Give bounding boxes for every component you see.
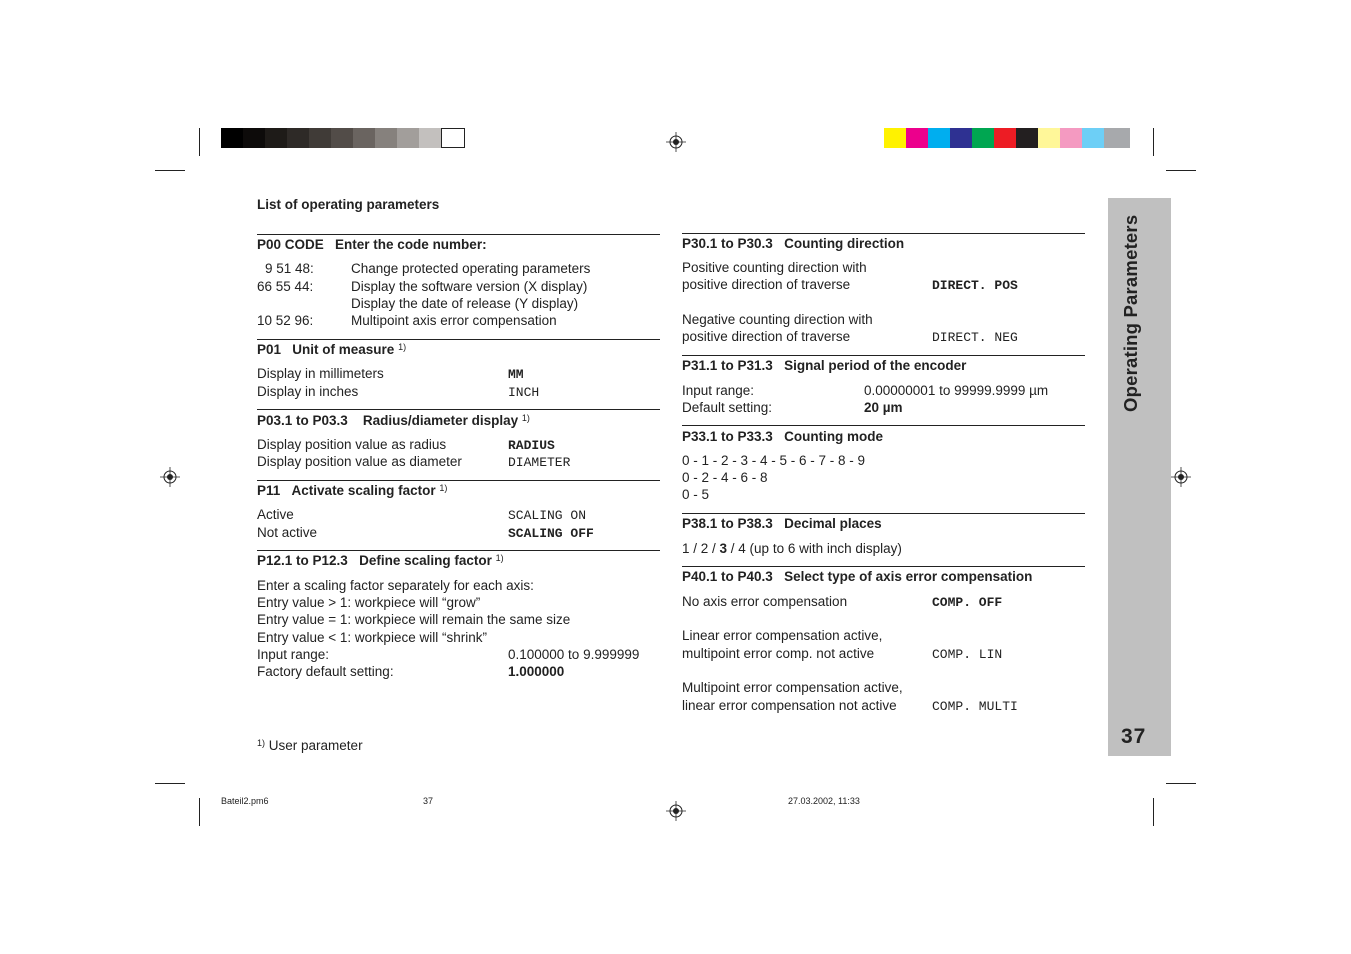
- p40-line: Linear error compensation active,: [682, 628, 883, 643]
- footnote-text: User parameter: [268, 738, 363, 753]
- p01-code: P01: [257, 342, 282, 357]
- color-swatch-3: [950, 128, 972, 148]
- color-swatch-2: [928, 128, 950, 148]
- p38-post: / 4 (up to 6 with inch display): [727, 541, 902, 556]
- p40-code: P40.1 to P40.3: [682, 569, 773, 584]
- color-swatch-5: [994, 128, 1016, 148]
- registration-mark-icon: [1171, 467, 1191, 487]
- p38-title: Decimal places: [784, 516, 882, 531]
- gray-swatch-0: [221, 128, 243, 148]
- p31-range-label: Input range:: [682, 383, 755, 398]
- color-swatch-7: [1038, 128, 1060, 148]
- p03-value: RADIUS: [508, 438, 555, 453]
- p12-line: Entry value > 1: workpiece will “grow”: [257, 595, 481, 610]
- gray-swatch-1: [243, 128, 265, 148]
- color-swatch-4: [972, 128, 994, 148]
- p40-title: Select type of axis error compensation: [784, 569, 1033, 584]
- p31-default-label: Default setting:: [682, 400, 773, 415]
- footer-file: Bateil2.pm6: [221, 796, 269, 806]
- gray-swatch-2: [265, 128, 287, 148]
- page-number: 37: [1121, 725, 1147, 748]
- gray-swatch-8: [397, 128, 419, 148]
- p30-code: P30.1 to P30.3: [682, 236, 773, 251]
- p03-label: Display position value as radius: [257, 437, 447, 452]
- p11-value: SCALING ON: [508, 508, 587, 523]
- p40-heading: [682, 568, 1032, 585]
- p12-default-label: Factory default setting:: [257, 664, 394, 679]
- p12-line: Enter a scaling factor separately for each axis:: [257, 578, 534, 593]
- p11-title: Activate scaling factor: [291, 483, 436, 498]
- p11-label: Active: [257, 507, 294, 522]
- p00-text: Display the date of release (Y display): [351, 296, 579, 311]
- gray-swatch-9: [419, 128, 441, 148]
- gray-swatch-4: [309, 128, 331, 148]
- p40-value: COMP. LIN: [932, 647, 1003, 662]
- p31-code: P31.1 to P31.3: [682, 358, 773, 373]
- p03-value: DIAMETER: [508, 455, 571, 470]
- p38-pre: 1 / 2 /: [682, 541, 720, 556]
- registration-mark-icon: [666, 132, 686, 152]
- footer-datetime: 27.03.2002, 11:33: [788, 796, 860, 806]
- p33-line: 0 - 1 - 2 - 3 - 4 - 5 - 6 - 7 - 8 - 9: [682, 453, 866, 468]
- p40-value: COMP. OFF: [932, 595, 1003, 610]
- p40-value: COMP. MULTI: [932, 699, 1018, 714]
- p31-title: Signal period of the encoder: [784, 358, 967, 373]
- color-swatch-8: [1060, 128, 1082, 148]
- gray-swatch-5: [331, 128, 353, 148]
- p40-line: linear error compensation not active: [682, 698, 897, 713]
- p40-line: multipoint error comp. not active: [682, 646, 875, 661]
- side-tab-label: Operating Parameters: [1120, 214, 1141, 412]
- color-swatch-9: [1082, 128, 1104, 148]
- color-swatch-1: [906, 128, 928, 148]
- p01-label: Display in inches: [257, 384, 359, 399]
- p33-title: Counting mode: [784, 429, 884, 444]
- p00-text: Change protected operating parameters: [351, 261, 591, 276]
- p12-range-label: Input range:: [257, 647, 330, 662]
- p30-title: Counting direction: [784, 236, 905, 251]
- p00-heading: [257, 236, 487, 253]
- p01-label: Display in millimeters: [257, 366, 384, 381]
- p00-key: 9 51 48:: [265, 261, 314, 276]
- p11-code: P11: [257, 483, 281, 498]
- footer-page: 37: [423, 796, 434, 806]
- footnote-mark: 1): [521, 413, 530, 423]
- p00-text: Multipoint axis error compensation: [351, 313, 557, 328]
- p11-label: Not active: [257, 525, 318, 540]
- gray-swatch-6: [353, 128, 375, 148]
- gray-swatch-10: [441, 128, 465, 148]
- p30-value: DIRECT. POS: [932, 278, 1018, 293]
- p03-title: Radius/diameter display: [362, 413, 519, 428]
- p03-code: P03.1 to P03.3: [257, 413, 348, 428]
- p00-text: Display the software version (X display): [351, 279, 588, 294]
- p33-heading: [682, 428, 883, 445]
- p38-heading: [682, 515, 882, 532]
- p01-value: MM: [508, 367, 524, 382]
- p30-value: DIRECT. NEG: [932, 330, 1018, 345]
- p01-value: INCH: [508, 385, 540, 400]
- p12-heading: [257, 552, 504, 569]
- p33-code: P33.1 to P33.3: [682, 429, 773, 444]
- color-swatch-6: [1016, 128, 1038, 148]
- page-title: List of operating parameters: [257, 197, 440, 212]
- gray-swatch-7: [375, 128, 397, 148]
- p31-heading: [682, 357, 966, 374]
- p11-heading: [257, 482, 447, 499]
- color-swatch-10: [1104, 128, 1130, 148]
- p33-line: 0 - 5: [682, 487, 710, 502]
- color-swatch-0: [884, 128, 906, 148]
- p30-line: positive direction of traverse: [682, 329, 851, 344]
- p00-code: P00 CODE: [257, 237, 324, 252]
- footnote: [257, 737, 363, 754]
- gray-swatch-3: [287, 128, 309, 148]
- footnote-mark: 1): [439, 483, 448, 493]
- p40-line: Multipoint error compensation active,: [682, 680, 903, 695]
- p12-code: P12.1 to P12.3: [257, 553, 348, 568]
- p01-title: Unit of measure: [292, 342, 395, 357]
- p30-line: Positive counting direction with: [682, 260, 867, 275]
- footnote-mark: 1): [495, 553, 504, 563]
- registration-mark-icon: [160, 467, 180, 487]
- footnote-mark: 1): [257, 738, 266, 748]
- p40-line: No axis error compensation: [682, 594, 848, 609]
- registration-mark-icon: [666, 801, 686, 821]
- p30-line: Negative counting direction with: [682, 312, 873, 327]
- p12-default-value: 1.000000: [508, 664, 565, 679]
- p12-title: Define scaling factor: [359, 553, 492, 568]
- p00-title: Enter the code number:: [335, 237, 487, 252]
- p00-key: 10 52 96:: [257, 313, 314, 328]
- p12-line: Entry value = 1: workpiece will remain the same size: [257, 612, 571, 627]
- p03-heading: [257, 412, 530, 429]
- p31-range-value: 0.00000001 to 99999.9999 µm: [864, 383, 1049, 398]
- p03-label: Display position value as diameter: [257, 454, 462, 469]
- p12-range-value: 0.100000 to 9.999999: [508, 647, 640, 662]
- p38-code: P38.1 to P38.3: [682, 516, 773, 531]
- p30-line: positive direction of traverse: [682, 277, 851, 292]
- p30-heading: [682, 235, 904, 252]
- p11-value: SCALING OFF: [508, 526, 594, 541]
- p31-default-value: 20 µm: [864, 400, 903, 415]
- p01-heading: [257, 341, 406, 358]
- footnote-mark: 1): [398, 342, 407, 352]
- p33-line: 0 - 2 - 4 - 6 - 8: [682, 470, 768, 485]
- p12-line: Entry value < 1: workpiece will “shrink”: [257, 630, 487, 645]
- p38-values: [682, 540, 902, 557]
- p38-selected: 3: [719, 541, 728, 556]
- p00-key: 66 55 44:: [257, 279, 314, 294]
